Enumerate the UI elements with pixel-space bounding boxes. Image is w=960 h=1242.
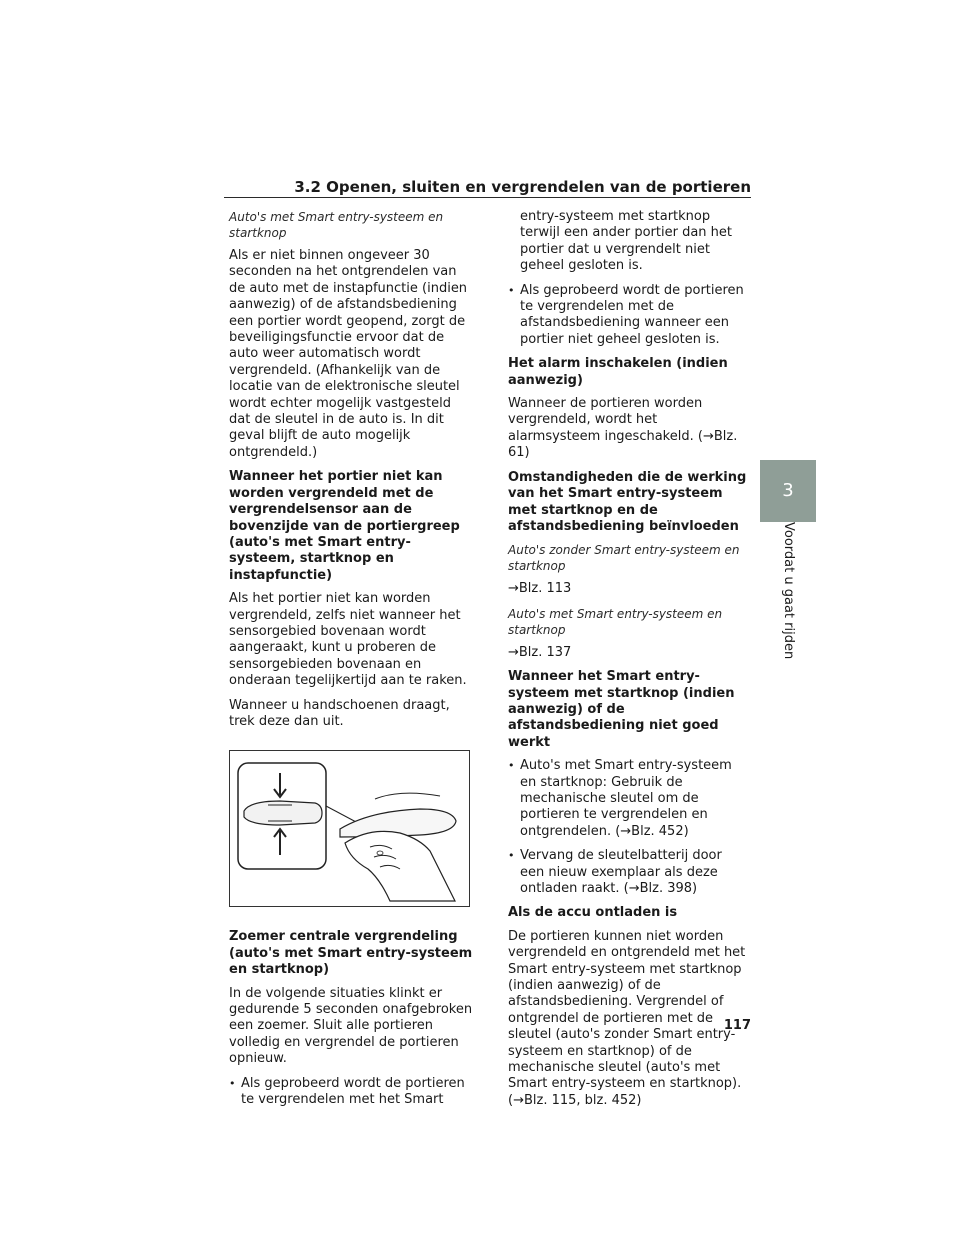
chapter-tab: 3 xyxy=(760,460,816,522)
bold-heading: Wanneer het Smart entry-systeem met startknop (indien aanwezig) of de afstandsbediening niet goed werkt xyxy=(508,669,735,750)
right-column xyxy=(508,209,748,1117)
chapter-title xyxy=(760,522,816,667)
door-handle-drawing xyxy=(230,751,469,906)
subheading-italic: Auto's met Smart entry-systeem en startknop xyxy=(508,606,723,637)
paragraph: Wanneer u handschoenen draagt, trek deze dan uit. xyxy=(229,697,450,729)
header-rule xyxy=(224,197,751,198)
door-contour xyxy=(375,793,440,799)
paragraph: Als het portier niet kan worden vergrendeld, zelfs niet wanneer het sensorgebied bovenaan wordt aangeraakt, kunt u proberen de sensorgebieden bovenaan en onderaan tegelijkertijd aan te raken. xyxy=(229,591,467,689)
subheading-italic: Auto's met Smart entry-systeem en startknop xyxy=(229,210,444,240)
bullet-item: • Als geprobeerd wordt de portieren te vergrendelen met de afstandsbediening wanneer een portier niet geheel gesloten is. xyxy=(508,283,748,349)
door-handle-illustration xyxy=(229,750,470,907)
bullet-item: • Vervang de sleutelbatterij door een nieuw exemplaar als deze ontladen raakt. (→Blz. 398) xyxy=(508,848,748,897)
paragraph: De portieren kunnen niet worden vergrendeld en ontgrendeld met het Smart entry-systeem met startknop (indien aanwezig) of de afstandsbediening. Vergrendel of ontgrendel de portieren met de sleutel (auto's zonder Smart entry-systeem en startknop) of de mechanische sleutel (auto's met Smart entry-systeem en startknop). (→Blz. 115, blz. 452) xyxy=(508,928,746,1108)
bold-heading: Wanneer het portier niet kan worden vergrendeld met de vergrendelsensor aan de bovenzijde van de portiergreep (auto's met Smart entry-systeem, startknop en instapfunctie) xyxy=(229,469,460,583)
bold-heading: Het alarm inschakelen (indien aanwezig) xyxy=(508,356,728,388)
page-reference: →Blz. 137 xyxy=(508,644,572,660)
section-header: 3.2 Openen, sluiten en vergrendelen van de portieren xyxy=(294,178,751,196)
paragraph: Als er niet binnen ongeveer 30 seconden na het ontgrendelen van de auto met de instapfunctie (indien aanwezig) of de afstandsbediening een portier wordt geopend, zorgt de beveiligingsfunctie ervoor dat de auto weer automatisch wordt vergrendeld. (Afhankelijk van de locatie van de elektronische sleutel wordt echter mogelijk vastgesteld dat de sleutel in de auto is. In dit geval blijft de auto mogelijk ontgrendeld.) xyxy=(229,248,468,460)
page-reference: →Blz. 113 xyxy=(508,581,572,597)
hand xyxy=(345,832,455,902)
bold-heading: Zoemer centrale vergrendeling (auto's met Smart entry-systeem en startknop) xyxy=(229,929,473,978)
chapter-title-text: Voordat u gaat rijden xyxy=(781,522,796,660)
bullet-item: • Als geprobeerd wordt de portieren te vergrendelen met het Smart xyxy=(229,1076,474,1109)
paragraph: In de volgende situaties klinkt er gedurende 5 seconden onafgebroken een zoemer. Sluit alle portieren volledig en vergrendel de portieren opnieuw. xyxy=(229,985,473,1067)
bullet-continuation: entry-systeem met startknop terwijl een ander portier dan het portier dat u vergrendelt niet geheel gesloten is. xyxy=(520,209,732,274)
paragraph: Wanneer de portieren worden vergrendeld, wordt het alarmsysteem ingeschakeld. (→Blz. 61) xyxy=(508,396,738,461)
page-number: 117 xyxy=(723,1018,751,1033)
left-column xyxy=(229,209,474,1116)
connector-line xyxy=(326,806,358,823)
bullet-item: • Auto's met Smart entry-systeem en startknop: Gebruik de mechanische sleutel om de portieren te vergrendelen en ontgrendelen. (→Blz. 452) xyxy=(508,758,748,840)
subheading-italic: Auto's zonder Smart entry-systeem en startknop xyxy=(508,543,740,574)
bold-heading: Omstandigheden die de werking van het Smart entry-systeem met startknop en de afstandsbediening beïnvloeden xyxy=(508,469,747,534)
bold-heading: Als de accu ontladen is xyxy=(508,905,678,921)
